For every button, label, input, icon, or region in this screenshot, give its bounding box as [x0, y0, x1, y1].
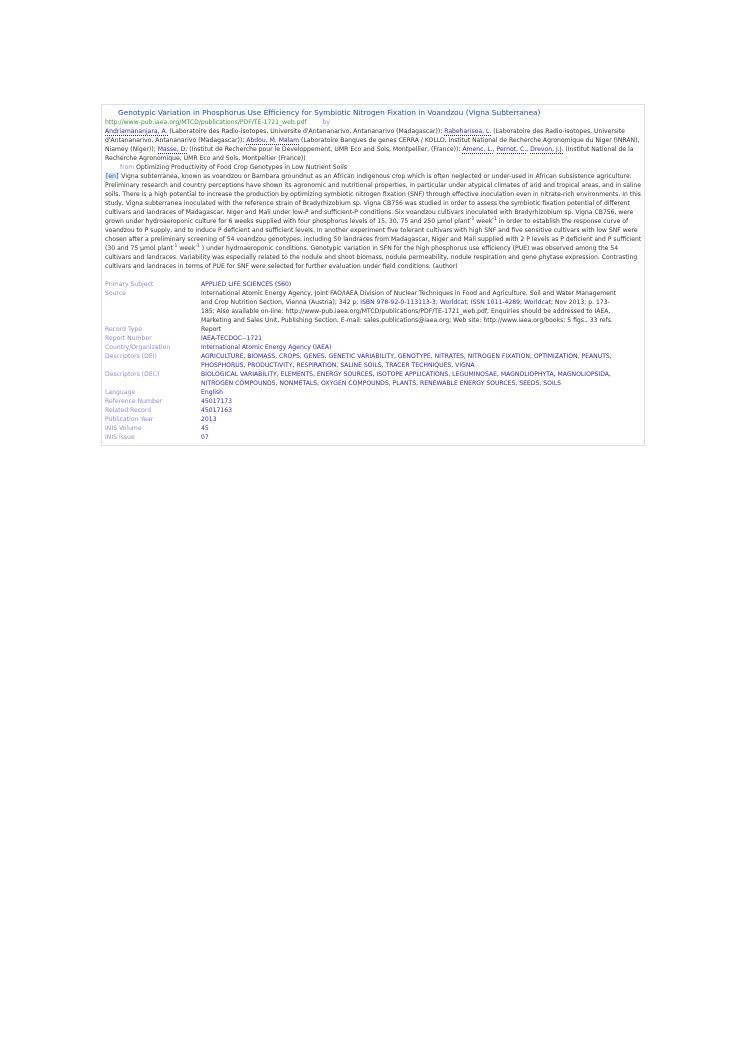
descriptor-link[interactable]: VIGNA [455, 362, 475, 369]
meta-label: INIS Issue [105, 434, 135, 441]
meta-label: Primary Subject [105, 281, 154, 288]
meta-label: Descriptors (DEI) [105, 353, 157, 360]
meta-row-inis-issue [105, 433, 643, 442]
meta-row-country [105, 343, 643, 352]
descriptor-link[interactable]: NITRATES [434, 353, 464, 360]
related-record-link[interactable]: 45017163 [201, 407, 233, 414]
author-link[interactable]: Pernot, C. [496, 146, 527, 153]
meta-row-dec [105, 370, 643, 388]
descriptor-link[interactable]: GENOTYPE [397, 353, 431, 360]
descriptor-link[interactable]: SALINE SOILS [340, 362, 382, 369]
meta-label: Record Type [105, 326, 142, 333]
descriptor-link[interactable]: TRACER TECHNIQUES [385, 362, 452, 369]
abstract-language-tag: [en] [106, 173, 119, 180]
record-title[interactable]: Genotypic Variation in Phosphorus Use Efficiency for Symbiotic Nitrogen Fixation in Voandzou (Vigna Subterranea) [118, 108, 541, 117]
record-panel [101, 104, 645, 446]
separator: ; [466, 299, 471, 306]
meta-label: Language [105, 389, 136, 396]
inis-volume-link[interactable]: 45 [201, 425, 209, 432]
descriptor-link[interactable]: LEGUMINOSAE [452, 371, 497, 378]
source-text: ; Nov 2013; p. 173-185; Also available on-line: http://www-pub.iaea.org/MTCD/publications/PDF/TE-1721_web.pdf; Enquiries should be addressed to IAEA, Marketing and Sales Unit, Publishing Section, E-mail: sales.publications@iaea.org; Web site: http://www.iaea.org/books; 5 figs., 33 refs. [201, 299, 613, 324]
fulltext-url-line [105, 118, 643, 127]
author-affiliation: , [526, 146, 531, 153]
meta-label: INIS Volume [105, 425, 142, 432]
separator: ; [435, 299, 440, 306]
isbn-link[interactable]: ISBN 978-92-0-113113-3 [360, 299, 436, 306]
issn-link[interactable]: ISSN 1011-4289 [470, 299, 520, 306]
meta-row-reference-number [105, 397, 643, 406]
primary-subject-link[interactable]: APPLIED LIFE SCIENCES (S60) [201, 281, 292, 288]
meta-row-primary-subject [105, 280, 643, 289]
source-value [201, 289, 643, 325]
superscript: -1 [469, 216, 475, 222]
author-link[interactable]: Andriamananjara, A. [105, 128, 168, 135]
meta-row-language [105, 388, 643, 397]
meta-row-publication-year [105, 415, 643, 424]
author-link[interactable]: Abdou, M. Malam [246, 137, 300, 144]
descriptor-link[interactable]: RENEWABLE ENERGY SOURCES [420, 380, 516, 387]
author-link[interactable]: Masse, D. [157, 146, 188, 153]
meta-label: Country/Organization [105, 344, 171, 351]
author-link[interactable]: Amenc, L. [462, 146, 493, 153]
descriptor-link[interactable]: PRODUCTIVITY [247, 362, 293, 369]
descriptor-link[interactable]: SEEDS [519, 380, 540, 387]
parent-publication-link[interactable]: Optimizing Productivity of Food Crop Genotypes in Low Nutrient Soils [136, 164, 347, 171]
meta-row-inis-volume [105, 424, 643, 433]
descriptor-link[interactable]: PLANTS [392, 380, 417, 387]
meta-row-related-record [105, 406, 643, 415]
descriptor-link[interactable]: MAGNOLIOPSIDA [557, 371, 609, 378]
meta-row-report-number [105, 334, 643, 343]
worldcat-link[interactable]: Worldcat [524, 299, 551, 306]
descriptor-link[interactable]: NITROGEN COMPOUNDS [201, 380, 276, 387]
from-line [105, 163, 643, 172]
descriptor-link[interactable]: BIOMASS [247, 353, 276, 360]
meta-row-record-type [105, 325, 643, 334]
meta-row-dei [105, 352, 643, 370]
author-link[interactable]: Rabeharisoa, L. [444, 128, 492, 135]
descriptor-link[interactable]: CROPS [279, 353, 300, 360]
meta-label: Report Number [105, 335, 152, 342]
separator: ; [520, 299, 524, 306]
descriptor-link[interactable]: BIOLOGICAL VARIABILITY [201, 371, 277, 378]
language-link[interactable]: English [201, 389, 224, 396]
author-affiliation: (Laboratoire des Radio-isotopes, Universite d'Antananarivo, Antananarivo (Madagascar)); [105, 128, 625, 144]
descriptor-link[interactable]: OPTIMIZATION [533, 353, 578, 360]
descriptor-link[interactable]: GENES [303, 353, 325, 360]
author-affiliation: (Laboratoire des Radio-isotopes, Universite d'Antananarivo, Antananarivo (Madagascar)); [167, 128, 445, 135]
author-affiliation: , [492, 146, 497, 153]
descriptor-link[interactable]: ENERGY SOURCES [316, 371, 373, 378]
descriptor-link[interactable]: NONMETALS [279, 380, 318, 387]
from-label: from [120, 164, 135, 171]
descriptor-link[interactable]: ISOTOPE APPLICATIONS [376, 371, 449, 378]
inis-issue-link[interactable]: 07 [201, 434, 209, 441]
meta-label: Related Record [105, 407, 152, 414]
meta-label: Source [105, 290, 126, 297]
worldcat-link[interactable]: Worldcat [439, 299, 467, 306]
descriptor-link[interactable]: SOILS [543, 380, 561, 387]
superscript: -1 [492, 216, 497, 222]
report-number-link[interactable]: IAEA-TECDOC--1721 [201, 335, 262, 342]
descriptor-link[interactable]: ELEMENTS [280, 371, 314, 378]
abstract-text: in order to establish the response curve of voandzou to P supply, and to induce P deficient and sufficient levels. In another experiment five tolerant cultivars with high SNF and five sensitive cultivars with low SNF were chosen after a preliminary screening of 54 voandzou genotypes, including 50 landraces from Madagascar, Niger and Mali supplied with 2 P levels as P deficient and P sufficient (30 and 75 µmol plant [105, 218, 642, 252]
reference-number-link[interactable]: 45017173 [201, 398, 233, 405]
country-link[interactable]: International Atomic Energy Agency (IAEA) [201, 344, 332, 351]
author-link[interactable]: Drevon, J.J. [530, 146, 564, 153]
superscript: -1 [172, 243, 178, 249]
descriptor-list-dec: BIOLOGICAL VARIABILITY, ELEMENTS, ENERGY SOURCES, ISOTOPE APPLICATIONS, LEGUMINOSAE, MAGNOLIOPHYTA, MAGNOLIOPSIDA, NITROGEN COMPOUNDS, NONMETALS, OXYGEN COMPOUNDS, PLANTS, RENEWABLE ENERGY SOURCES, SEEDS, SOILS [201, 371, 611, 387]
abstract-text: week [177, 245, 196, 252]
descriptor-link[interactable]: PEANUTS [581, 353, 610, 360]
source-text: International Atomic Energy Agency, Joint FAO/IAEA Division of Nuclear Techniques in Food and Agriculture, Soil and Water Management and Crop Nutrition Section, Vienna (Austria); 342 p; [201, 290, 617, 306]
abstract-text: Vigna subterranea, known as voandzou or Bambara groundnut as an African indigenous crop which is often neglected or under-used in African subsistence agriculture. Preliminary research and country perceptions have shown its agronomic and nutritional properties, in particular under atypical climates of arid and tropical areas, and in saline soils. There is a high potential to increase the production by optimizing symbiotic nitrogen fixation (SNF) through effective inoculation even in nitrate-rich environments. In this study, Vigna subterranea inoculated with the reference strain of Bradyrhizobium sp. Vigna CB756 was studied in order to assess the symbiotic fixation potential of different cultivars and landraces of Madagascar, Niger and Mali under low-P and sufficient-P conditions. Six voandzou cultivars inoculated with Bradyrhizobium sp. Vigna CB756, were grown under hydroaeroponic culture for 6 weeks supplied with four phosphorus levels of 15, 30, 75 and 250 µmol plant [105, 173, 641, 225]
descriptor-link[interactable]: OXYGEN COMPOUNDS [321, 380, 389, 387]
meta-label: Publication Year [105, 416, 154, 423]
author-list [105, 127, 643, 163]
by-label: by [322, 119, 330, 126]
meta-row-source [105, 289, 643, 325]
descriptor-link[interactable]: NITROGEN FIXATION [467, 353, 530, 360]
fulltext-link[interactable]: http://www-pub.iaea.org/MTCD/publications/PDF/TE-1721_web.pdf [105, 119, 307, 126]
meta-label: Reference Number [105, 398, 163, 405]
author-affiliation: (Laboratoire Banques de genes CERRA / KOLLO, Institut National de Recherche Agronomique du Niger (INRAN), Niamey (Niger)); [105, 137, 640, 153]
descriptor-link[interactable]: GENETIC VARIABILITY [328, 353, 394, 360]
author-affiliation: (Institut National de la Recherche Agronomique, UMR Eco and Sols, Montpellier (France)) [105, 146, 634, 162]
meta-label: Descriptors (DEC) [105, 371, 160, 378]
abstract [105, 172, 643, 271]
abstract-text: ) under hydroaeroponic conditions. Genotypic variation in SFN for the high phosphorus use efficiency (PUE) was observed among the 54 cultivars and landraces. Variability was especially related to the nodule and shoot biomass, nodule permeability, nodule respiration and gene phytase expression. Contrasting cultivars and landraces in terms of PUE for SNF were selected for further evaluation under field conditions. (author) [105, 245, 638, 270]
metadata-table [105, 280, 643, 442]
record-type-value: Report [201, 326, 222, 333]
superscript: -1 [195, 243, 200, 249]
descriptor-link[interactable]: MAGNOLIOPHYTA [500, 371, 554, 378]
descriptor-link[interactable]: PHOSPHORUS [201, 362, 244, 369]
author-affiliation: (Institut de Recherche pour le Developpement, UMR Eco and Sols, Montpellier, (France)); [187, 146, 463, 153]
descriptor-link[interactable]: AGRICULTURE [201, 353, 244, 360]
publication-year-link[interactable]: 2013 [201, 416, 217, 423]
descriptor-list-dei: AGRICULTURE, BIOMASS, CROPS, GENES, GENETIC VARIABILITY, GENOTYPE, NITRATES, NITROGEN FIXATION, OPTIMIZATION, PEANUTS, PHOSPHORUS, PRODUCTIVITY, RESPIRATION, SALINE SOILS, TRACER TECHNIQUES, VIGNA [201, 353, 612, 369]
abstract-text: week [474, 218, 493, 225]
descriptor-link[interactable]: RESPIRATION [296, 362, 337, 369]
